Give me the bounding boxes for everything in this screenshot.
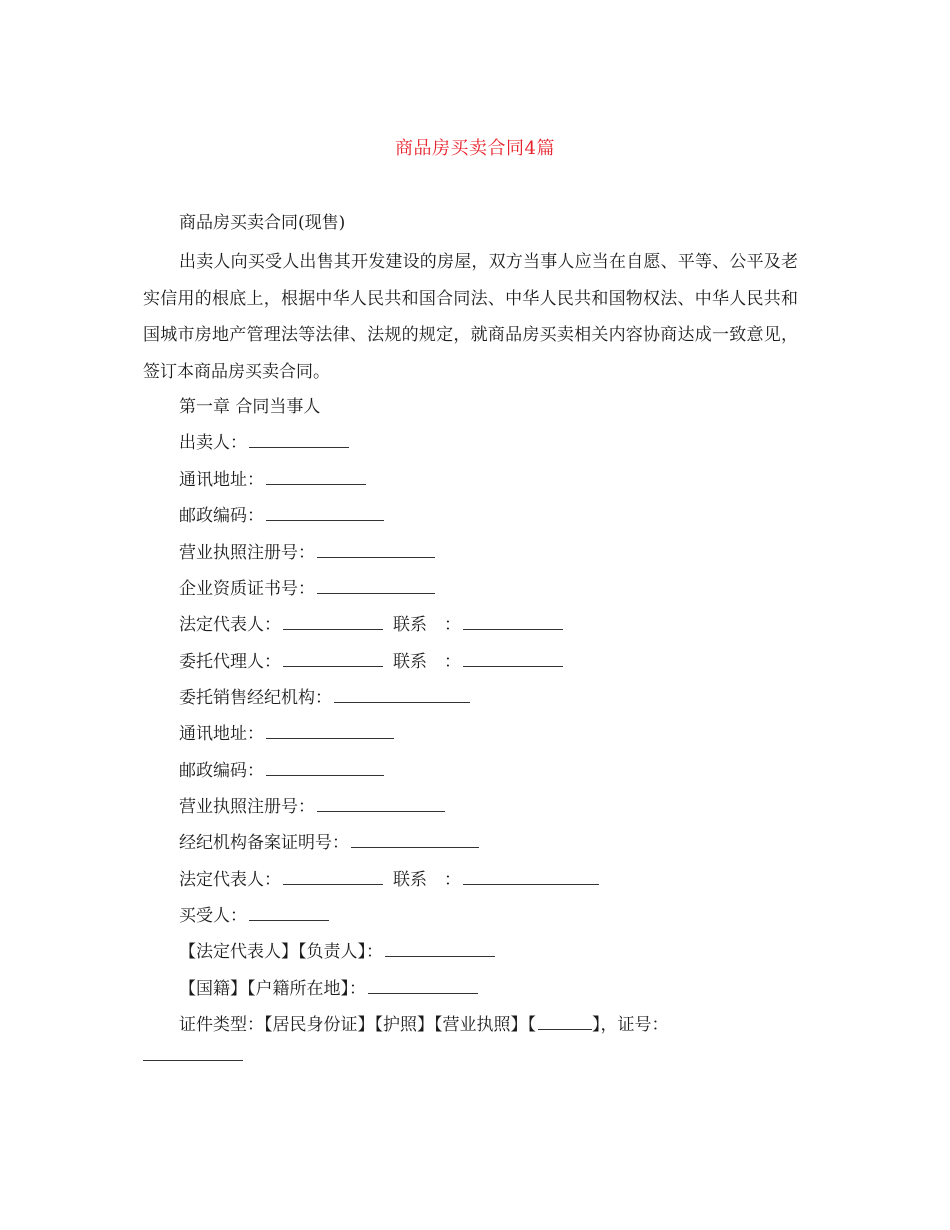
agency-legal-rep-label: 法定代表人：: [179, 870, 281, 890]
contact-blank: [463, 615, 563, 630]
id-number-blank: [143, 1060, 243, 1061]
agency-address-label: 通讯地址：: [179, 724, 264, 744]
agent-field: [179, 647, 563, 672]
agency-postcode-label: 邮政编码：: [179, 761, 264, 781]
seller-address-blank: [266, 470, 366, 485]
sales-agency-blank: [334, 688, 470, 703]
intro-paragraph: 出卖人向买受人出售其开发建设的房屋，双方当事人应当在自愿、平等、公平及老实信用的根底上，根据中华人民共和国合同法、中华人民共和国物权法、中华人民共和国城市房地产管理法等法律、法规的规定，就商品房买卖相关内容协商达成一致意见，签订本商品房买卖合同。: [143, 252, 798, 382]
seller-license-field: [179, 538, 435, 563]
agency-contact-label: 联系 ：: [393, 870, 461, 890]
id-type-end-label: 】，证号：: [592, 1015, 669, 1035]
agency-record-label: 经纪机构备案证明号：: [179, 833, 349, 853]
agent-contact-blank: [463, 652, 563, 667]
sales-agency-field: [179, 683, 470, 708]
agency-postcode-blank: [266, 761, 384, 776]
buyer-label: 买受人：: [179, 906, 247, 926]
buyer-blank: [249, 906, 329, 921]
buyer-rep-field: [179, 937, 495, 962]
agency-address-blank: [266, 724, 394, 739]
seller-address-label: 通讯地址：: [179, 470, 264, 490]
sales-agency-label: 委托销售经纪机构：: [179, 688, 332, 708]
document-title: 商品房买卖合同4篇: [395, 138, 555, 159]
agent-contact-label: 联系 ：: [393, 652, 461, 672]
agency-license-label: 营业执照注册号：: [179, 797, 315, 817]
agency-legal-rep-blank: [283, 870, 383, 885]
buyer-field: [179, 901, 329, 926]
contact-label: 联系 ：: [393, 615, 461, 635]
buyer-rep-blank: [385, 942, 495, 957]
seller-blank: [249, 433, 349, 448]
id-type-blank: [538, 1015, 592, 1030]
buyer-rep-label: 【法定代表人】【负责人】：: [179, 942, 383, 962]
chapter-heading: 第一章 合同当事人: [179, 397, 321, 417]
contract-subtitle: 商品房买卖合同(现售): [179, 213, 346, 233]
agency-record-blank: [351, 833, 479, 848]
nationality-label: 【国籍】【户籍所在地】：: [179, 979, 366, 999]
seller-postcode-field: [179, 501, 384, 526]
nationality-field: [179, 974, 478, 999]
agent-label: 委托代理人：: [179, 652, 281, 672]
seller-postcode-label: 邮政编码：: [179, 506, 264, 526]
agency-postcode-field: [179, 756, 384, 781]
qualification-field: [179, 574, 435, 599]
id-type-field: [179, 1010, 669, 1035]
seller-license-blank: [317, 543, 435, 558]
nationality-blank: [368, 979, 478, 994]
agency-license-blank: [317, 797, 445, 812]
agency-record-field: [179, 828, 479, 853]
seller-license-label: 营业执照注册号：: [179, 543, 315, 563]
seller-legal-rep-blank: [283, 615, 383, 630]
seller-address-field: [179, 465, 366, 490]
seller-label: 出卖人：: [179, 433, 247, 453]
seller-legal-rep-label: 法定代表人：: [179, 615, 281, 635]
seller-postcode-blank: [266, 506, 384, 521]
seller-legal-rep-field: [179, 610, 563, 635]
agency-address-field: [179, 719, 394, 744]
agent-blank: [283, 652, 383, 667]
qualification-blank: [317, 579, 435, 594]
qualification-label: 企业资质证书号：: [179, 579, 315, 599]
agency-license-field: [179, 792, 445, 817]
agency-legal-rep-field: [179, 865, 599, 890]
seller-field: [179, 428, 349, 453]
agency-contact-blank: [463, 870, 599, 885]
id-type-label: 证件类型：【居民身份证】【护照】【营业执照】【: [179, 1015, 536, 1035]
